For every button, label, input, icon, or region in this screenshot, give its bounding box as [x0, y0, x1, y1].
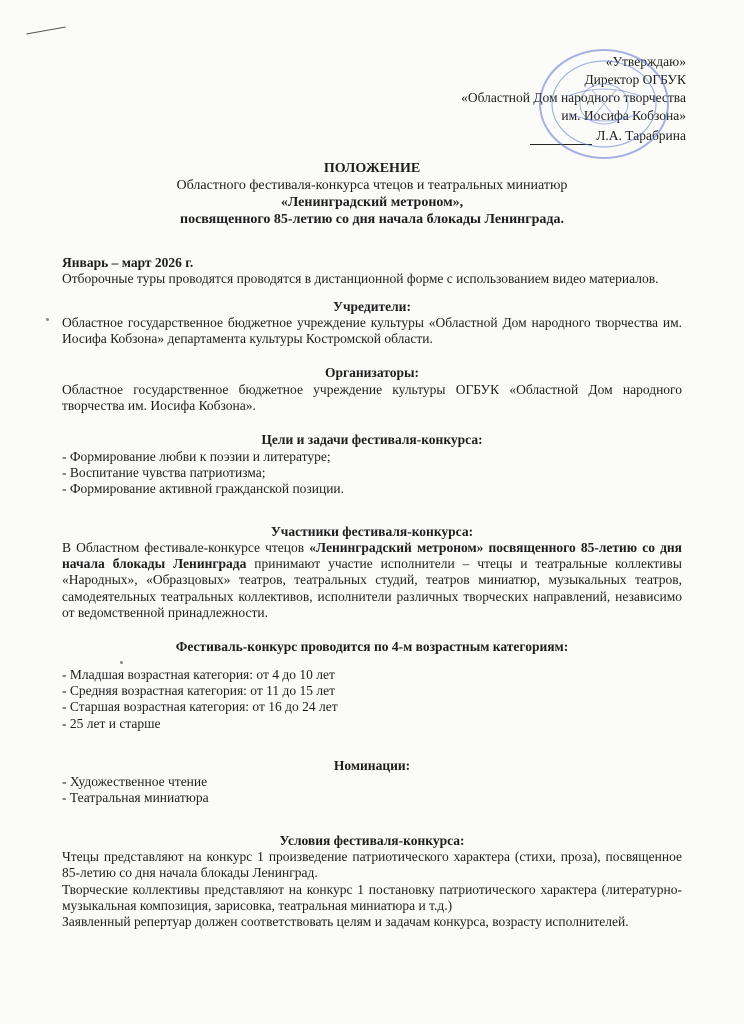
- scan-mark: [26, 27, 66, 35]
- title-heading: ПОЛОЖЕНИЕ: [323, 161, 421, 176]
- title-festival-name: «Ленинградский метроном»,: [280, 195, 464, 210]
- founders-text: Областное государственное бюджетное учреждение культуры «Областной Дом народного творчества им. Иосифа Кобзона» департамента культуры Костромской области.: [62, 314, 682, 347]
- signer-name: Л.А. Тарабрина: [596, 128, 686, 143]
- approval-line: Директор ОГБУК: [584, 72, 686, 87]
- approval-line: «Утверждаю»: [605, 54, 686, 69]
- participants-text: [62, 540, 682, 621]
- organizers-heading: Организаторы:: [324, 365, 420, 381]
- list-item: - Воспитание чувства патриотизма;: [62, 464, 266, 480]
- organizers-text: Областное государственное бюджетное учреждение культуры ОГБУК «Областной Дом народного творчества им. Иосифа Кобзона».: [62, 381, 682, 414]
- seal-stamp-icon: [534, 44, 674, 164]
- nominations-list: [62, 774, 682, 807]
- participants-text-prefix: В Областном фестивале-конкурсе чтецов: [62, 539, 310, 555]
- ages-list: [62, 667, 682, 732]
- list-item: - Художественное чтение: [62, 774, 208, 790]
- document-title: [62, 160, 682, 228]
- approval-line: «Областной Дом народного творчества: [461, 90, 686, 105]
- conditions-p3: Заявленный репертуар должен соответствовать целям и задачам конкурса, возрасту исполнителей.: [62, 914, 629, 930]
- participants-heading: Участники фестиваля-конкурса:: [270, 523, 474, 539]
- participants-text-suffix: принимают участие исполнители – чтецы и театральные коллективы «Народных», «Образцовых» театров, театральных студий, театров миниатюр, музыкальных театров, самодеятельных театральных коллективов, исполнители различных творческих направлений, независимо от ведомственной принадлежности.: [62, 556, 682, 621]
- title-line: Областного фестиваля-конкурса чтецов и театральных миниатюр: [176, 178, 568, 193]
- dates-note: Отборочные туры проводятся проводятся в дистанционной форме с использованием видео материалов.: [62, 271, 659, 287]
- document-body: [62, 255, 682, 931]
- goals-list: [62, 449, 682, 498]
- list-item: - Старшая возрастная категория: от 16 до 24 лет: [62, 699, 338, 715]
- scan-speck: [46, 318, 49, 321]
- list-item: - Средняя возрастная категория: от 11 до 15 лет: [62, 682, 335, 698]
- list-item: - Театральная миниатюра: [62, 790, 209, 806]
- list-item: - Младшая возрастная категория: от 4 до 10 лет: [62, 666, 335, 682]
- title-dedication: посвященного 85-летию со дня начала блокады Ленинграда.: [180, 212, 564, 227]
- conditions-p1: Чтецы представляют на конкурс 1 произведение патриотического характера (стихи, проза), посвященное 85-летию со дня начала блокады Ленинград.: [62, 849, 682, 881]
- goals-heading: Цели и задачи фестиваля-конкурса:: [261, 432, 483, 448]
- list-item: - 25 лет и старше: [62, 715, 161, 731]
- ages-heading: Фестиваль-конкурс проводится по 4-м возрастным категориям:: [175, 639, 569, 655]
- dates-period: Январь – март 2026 г.: [62, 255, 194, 270]
- nominations-heading: Номинации:: [333, 757, 411, 773]
- approval-line: им. Иосифа Кобзона»: [561, 108, 686, 123]
- participants-festival-name: «Ленинградский метроном» посвященного 85-летию со дня начала блокады Ленинграда: [62, 539, 682, 572]
- conditions-heading: Условия фестиваля-конкурса:: [279, 832, 465, 848]
- founders-heading: Учредители:: [333, 298, 411, 314]
- conditions-p2: Творческие коллективы представляют на конкурс 1 постановку патриотического характера (литературно-музыкальная композиция, зарисовка, театральная миниатюра и т.д.): [62, 881, 682, 913]
- list-item: - Формирование любви к поэзии и литературе;: [62, 448, 331, 464]
- list-item: - Формирование активной гражданской позиции.: [62, 481, 345, 497]
